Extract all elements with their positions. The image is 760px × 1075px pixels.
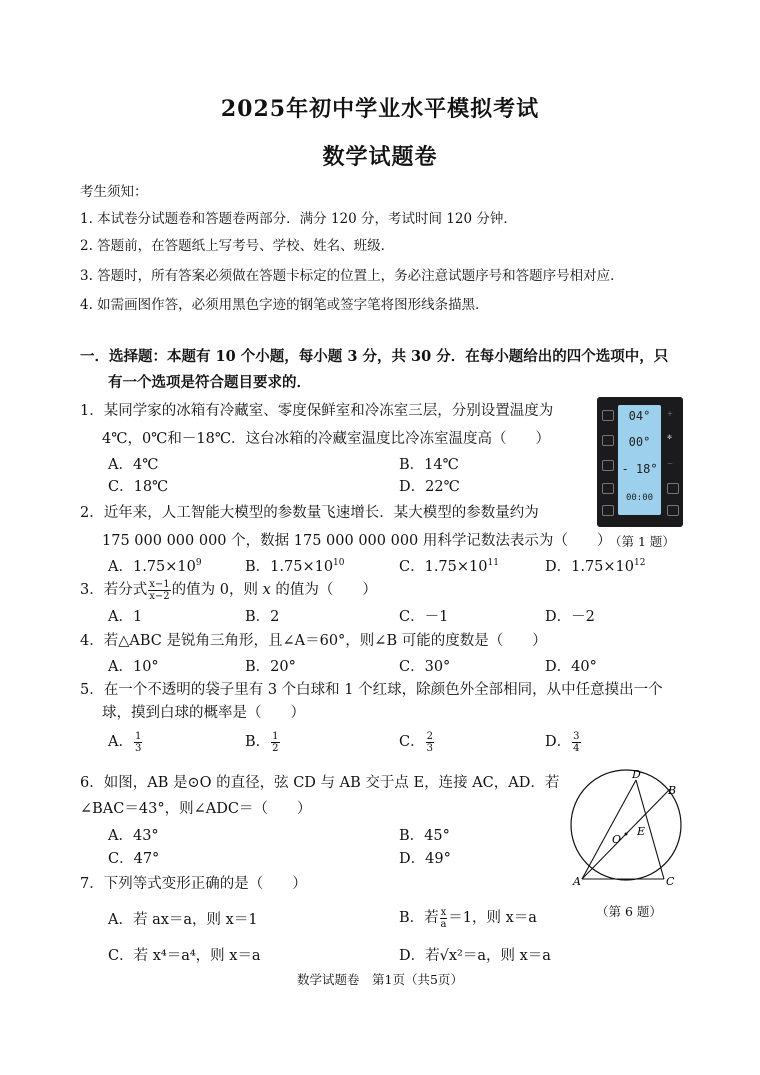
- section-heading-line2: 有一个选项是符合题目要求的．: [108, 374, 311, 391]
- q6-option-c: C．47°: [108, 851, 160, 867]
- q5-option-b-fraction: [271, 731, 279, 754]
- q2-option-d: [545, 555, 645, 576]
- q5-c-den: 3: [426, 742, 433, 754]
- q3-post1: 的值为 0，则: [171, 582, 263, 598]
- q2-option-b-exp: 10: [333, 558, 345, 569]
- fridge-right-button: [667, 483, 679, 494]
- q6-option-a: A．43°: [108, 828, 159, 844]
- circle-o: [571, 770, 681, 880]
- q5-option-b: [245, 730, 281, 754]
- q5-option-a-label: A．: [108, 734, 133, 750]
- q2-option-a: [108, 555, 202, 576]
- fridge-left-button-2: [602, 435, 614, 446]
- q3-denominator: x−2: [149, 590, 170, 602]
- notice-heading: 考生须知：: [80, 184, 148, 200]
- fridge-clock: 00:00: [625, 493, 654, 503]
- fridge-temp-1: 04°: [628, 409, 651, 423]
- q2-option-b-base: B．1.75×10: [245, 559, 334, 575]
- q3-fraction: [148, 579, 170, 602]
- q7-option-b-post: ＝1，则 x＝a: [448, 910, 537, 926]
- q5-option-c-label: C．: [399, 734, 425, 750]
- q6-line2: ∠BAC＝43°，则∠ADC＝（ ）: [80, 801, 312, 817]
- q3-post2: 的值为（ ）: [270, 582, 377, 598]
- q5-c-num: 2: [426, 730, 433, 742]
- q5-a-den: 3: [134, 742, 142, 754]
- q5-option-d-fraction: [572, 731, 580, 754]
- minus-icon: －: [667, 462, 674, 468]
- fridge-left-button-1: [602, 410, 614, 421]
- q1-option-d: D．22℃: [399, 479, 460, 495]
- q6-option-b: B．45°: [399, 828, 450, 844]
- label-c: C: [666, 875, 675, 888]
- q5-option-d-label: D．: [545, 734, 572, 750]
- q7-question: 7．下列等式变形正确的是（ ）: [80, 876, 307, 892]
- q3-option-b: B．2: [245, 609, 280, 625]
- q2-option-d-exp: 12: [634, 558, 646, 569]
- chord-ad: [582, 780, 636, 879]
- label-e: E: [637, 825, 646, 838]
- q3-option-a: A．1: [108, 609, 143, 625]
- q6-option-d: D．49°: [399, 851, 451, 867]
- fridge-temp-3: - 18°: [621, 462, 658, 476]
- q5-a-num: 1: [134, 730, 142, 742]
- q3-question: [80, 578, 377, 602]
- fridge-screen: [618, 405, 661, 515]
- q5-line1: 5．在一个不透明的袋子里有 3 个白球和 1 个红球，除颜色外全部相同，从中任意摸出一个: [80, 682, 663, 698]
- q5-option-d: [545, 730, 582, 754]
- q2-option-a-exp: 9: [195, 558, 202, 569]
- q1-line2: 4℃，0℃和－18℃．这台冰箱的冷藏室温度比冷冻室温度高（ ）: [102, 431, 551, 447]
- q5-option-a: [108, 730, 143, 754]
- snowflake-icon: ✻: [667, 435, 673, 441]
- q2-option-c-exp: 11: [487, 558, 499, 569]
- section-heading-line1: 一．选择题：本题有 10 个小题，每小题 3 分，共 30 分．在每小题给出的四个选项中，只: [80, 348, 669, 365]
- q2-option-b: [245, 555, 345, 576]
- q7-option-c: C．若 x⁴＝a⁴，则 x＝a: [108, 948, 261, 964]
- notice-item-2: 2. 答题前，在答题纸上写考号、学校、姓名、班级．: [80, 238, 395, 254]
- label-o: O: [612, 833, 622, 846]
- exam-title: 2025年初中学业水平模拟考试: [220, 96, 540, 122]
- q7-option-b-fraction: [440, 907, 448, 930]
- notice-item-3: 3. 答题时，所有答案必须做在答题卡标定的位置上，务必注意试题序号和答题序号相对应．: [80, 268, 624, 284]
- q4-option-c: C．30°: [399, 659, 451, 675]
- q3-pre: 3．若分式: [80, 582, 148, 598]
- q5-option-c-fraction: [426, 731, 434, 754]
- fridge-right-button-2: [667, 505, 679, 516]
- q3-option-d: D．－2: [545, 609, 595, 625]
- q2-option-c: [399, 555, 499, 576]
- q5-b-den: 2: [272, 742, 279, 754]
- q7-b-den: a: [440, 918, 447, 930]
- q3-var: x: [262, 582, 271, 598]
- q6-figure-caption: （第 6 题）: [596, 904, 662, 919]
- q1-option-a: A．4℃: [108, 457, 159, 473]
- q2-line2: 175 000 000 000 个，数据 175 000 000 000 用科学记数法表示为（ ）: [102, 533, 612, 549]
- label-b: B: [668, 784, 677, 797]
- q2-line1: 2．近年来，人工智能大模型的参数量飞速增长．某大模型的参数量约为: [80, 505, 539, 521]
- label-d: D: [632, 768, 641, 781]
- q7-option-d: D．若√x²＝a，则 x＝a: [399, 948, 551, 964]
- fridge-left-button-5: [602, 505, 614, 516]
- q1-figure-caption: （第 1 题）: [609, 534, 675, 549]
- q3-numerator: x−1: [149, 578, 170, 590]
- q4-question: 4．若△ABC 是锐角三角形，且∠A＝60°，则∠B 可能的度数是（ ）: [80, 633, 547, 649]
- q7-option-a: A．若 ax＝a，则 x＝1: [108, 912, 258, 928]
- page-footer: 数学试题卷 第1页（共5页）: [297, 972, 463, 987]
- q1-line1: 1．某同学家的冰箱有冷藏室、零度保鲜室和冷冻室三层，分别设置温度为: [80, 403, 554, 419]
- q6-line1: 6．如图，AB 是⊙O 的直径，弦 CD 与 AB 交于点 E，连接 AC，AD．若: [80, 775, 560, 791]
- q7-option-b-pre: B．若: [399, 910, 439, 926]
- notice-item-4: 4. 如需画图作答，必须用黑色字迹的钢笔或签字笔将图形线条描黑．: [80, 297, 489, 313]
- q7-option-b: [399, 906, 537, 930]
- notice-item-1: 1. 本试卷分试题卷和答题卷两部分．满分 120 分，考试时间 120 分钟．: [80, 211, 517, 227]
- fridge-left-button-3: [602, 460, 614, 471]
- q5-option-a-fraction: [134, 731, 142, 754]
- q7-b-num: x: [440, 906, 447, 918]
- q1-option-c: C．18℃: [108, 479, 169, 495]
- fridge-temp-2: 00°: [628, 435, 651, 449]
- fridge-display-image: [597, 397, 683, 527]
- q5-line2: 球，摸到白球的概率是（ ）: [102, 705, 305, 721]
- label-a: A: [573, 875, 581, 888]
- q5-option-c: [399, 730, 435, 754]
- fridge-left-button-4: [602, 483, 614, 494]
- q2-option-c-base: C．1.75×10: [399, 559, 488, 575]
- q4-option-b: B．20°: [245, 659, 296, 675]
- exam-subtitle: 数学试题卷: [322, 144, 438, 170]
- q1-option-b: B．14℃: [399, 457, 459, 473]
- q2-option-a-base: A．1.75×10: [108, 559, 196, 575]
- plus-icon: ＋: [667, 412, 674, 418]
- q5-b-num: 1: [272, 730, 279, 742]
- q4-option-a: A．10°: [108, 659, 159, 675]
- q3-option-c: C．－1: [399, 609, 449, 625]
- q2-option-d-base: D．1.75×10: [545, 559, 635, 575]
- center-point: [625, 833, 628, 836]
- q5-option-b-label: B．: [245, 734, 271, 750]
- q4-option-d: D．40°: [545, 659, 597, 675]
- circle-geometry-figure: [566, 768, 686, 898]
- q5-d-num: 3: [573, 730, 580, 742]
- q5-d-den: 4: [573, 742, 580, 754]
